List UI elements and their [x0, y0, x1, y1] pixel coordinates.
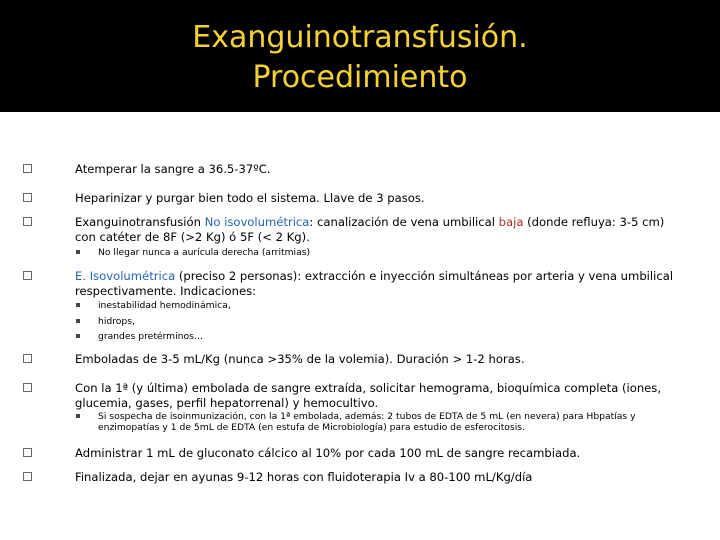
- sub-list-item: [84, 411, 684, 433]
- title-line-1: Exanguinotransfusión.: [192, 20, 528, 55]
- list-item: [23, 269, 693, 299]
- sub-item-line: enzimopatías y 1 de 5mL de EDTA (en estufa de Microbiología) para estudio de esferocitosis.: [98, 422, 525, 433]
- square-bullet-icon: [76, 334, 80, 338]
- list-item: [23, 381, 693, 411]
- sub-list-item: [84, 331, 684, 342]
- item-text: Finalizada, dejar en ayunas 9-12 horas con fluidoterapia Iv a 80-100 mL/Kg/día: [75, 470, 533, 484]
- item-line: Con la 1ª (y última) embolada de sangre extraída, solicitar hemograma, bioquímica completa (iones,: [75, 381, 662, 395]
- sub-item-line: Si sospecha de isoinmunización, con la 1ª embolada, además: 2 tubos de EDTA de 5 mL (en nevera) para Hbpatías y: [98, 411, 636, 422]
- bullet-icon: [23, 354, 32, 363]
- sub-list-item: [84, 316, 684, 327]
- list-item: [23, 446, 693, 461]
- sub-list-item: [84, 300, 684, 311]
- bullet-icon: [23, 193, 32, 202]
- sub-item-text: grandes pretérminos…: [98, 331, 204, 342]
- bullet-icon: [23, 164, 32, 173]
- slide-content: [0, 112, 720, 540]
- sub-item-text: No llegar nunca a aurícula derecha (arritmias): [98, 247, 311, 258]
- bullet-icon: [23, 383, 32, 392]
- highlight-blue: No isovolumétrica: [204, 215, 310, 229]
- list-item: [23, 470, 693, 485]
- bullet-icon: [23, 472, 32, 481]
- item-text: Administrar 1 mL de gluconato cálcico al 10% por cada 100 mL de sangre recambiada.: [75, 446, 581, 460]
- sub-item-text: inestabilidad hemodinámica,: [98, 300, 231, 311]
- item-text: Atemperar la sangre a 36.5-37ºC.: [75, 162, 271, 176]
- list-item: [23, 352, 693, 367]
- item-line: [75, 269, 693, 284]
- list-item: [23, 215, 693, 245]
- highlight-red: baja: [498, 215, 524, 229]
- item-text: [75, 269, 693, 299]
- item-line: glucemia, gases, perfil hepatorrenal) y hemocultivo.: [75, 396, 379, 410]
- list-item: [23, 191, 693, 206]
- item-line: respectivamente. Indicaciones:: [75, 284, 257, 298]
- bullet-icon: [23, 448, 32, 457]
- item-text: Heparinizar y purgar bien todo el sistema. Llave de 3 pasos.: [75, 191, 425, 205]
- square-bullet-icon: [76, 250, 80, 254]
- sub-item-text: hidrops,: [98, 316, 135, 327]
- list-item: [23, 162, 693, 177]
- item-text: [75, 381, 693, 411]
- square-bullet-icon: [76, 319, 80, 323]
- item-line: con catéter de 8F (>2 Kg) ó 5F (< 2 Kg).: [75, 230, 310, 244]
- square-bullet-icon: [76, 414, 80, 418]
- item-text: Emboladas de 3-5 mL/Kg (nunca >35% de la volemia). Duración > 1-2 horas.: [75, 352, 525, 366]
- item-line: [75, 215, 693, 230]
- bullet-icon: [23, 217, 32, 226]
- title-line-2: Procedimiento: [252, 60, 468, 95]
- item-text-part: : canalización de vena umbilical: [309, 215, 499, 229]
- item-text-part: (donde refluya: 3-5 cm): [523, 215, 665, 229]
- item-text: [75, 215, 693, 245]
- sub-item-text: [98, 411, 684, 433]
- item-text-part: (preciso 2 personas): extracción e inyección simultáneas por arteria y vena umbilical: [175, 269, 674, 283]
- bullet-icon: [23, 271, 32, 280]
- item-text-part: Exanguinotransfusión: [75, 215, 205, 229]
- sub-list-item: [84, 247, 684, 258]
- square-bullet-icon: [76, 303, 80, 307]
- slide-title: [0, 18, 720, 98]
- highlight-blue: E. Isovolumétrica: [75, 269, 176, 283]
